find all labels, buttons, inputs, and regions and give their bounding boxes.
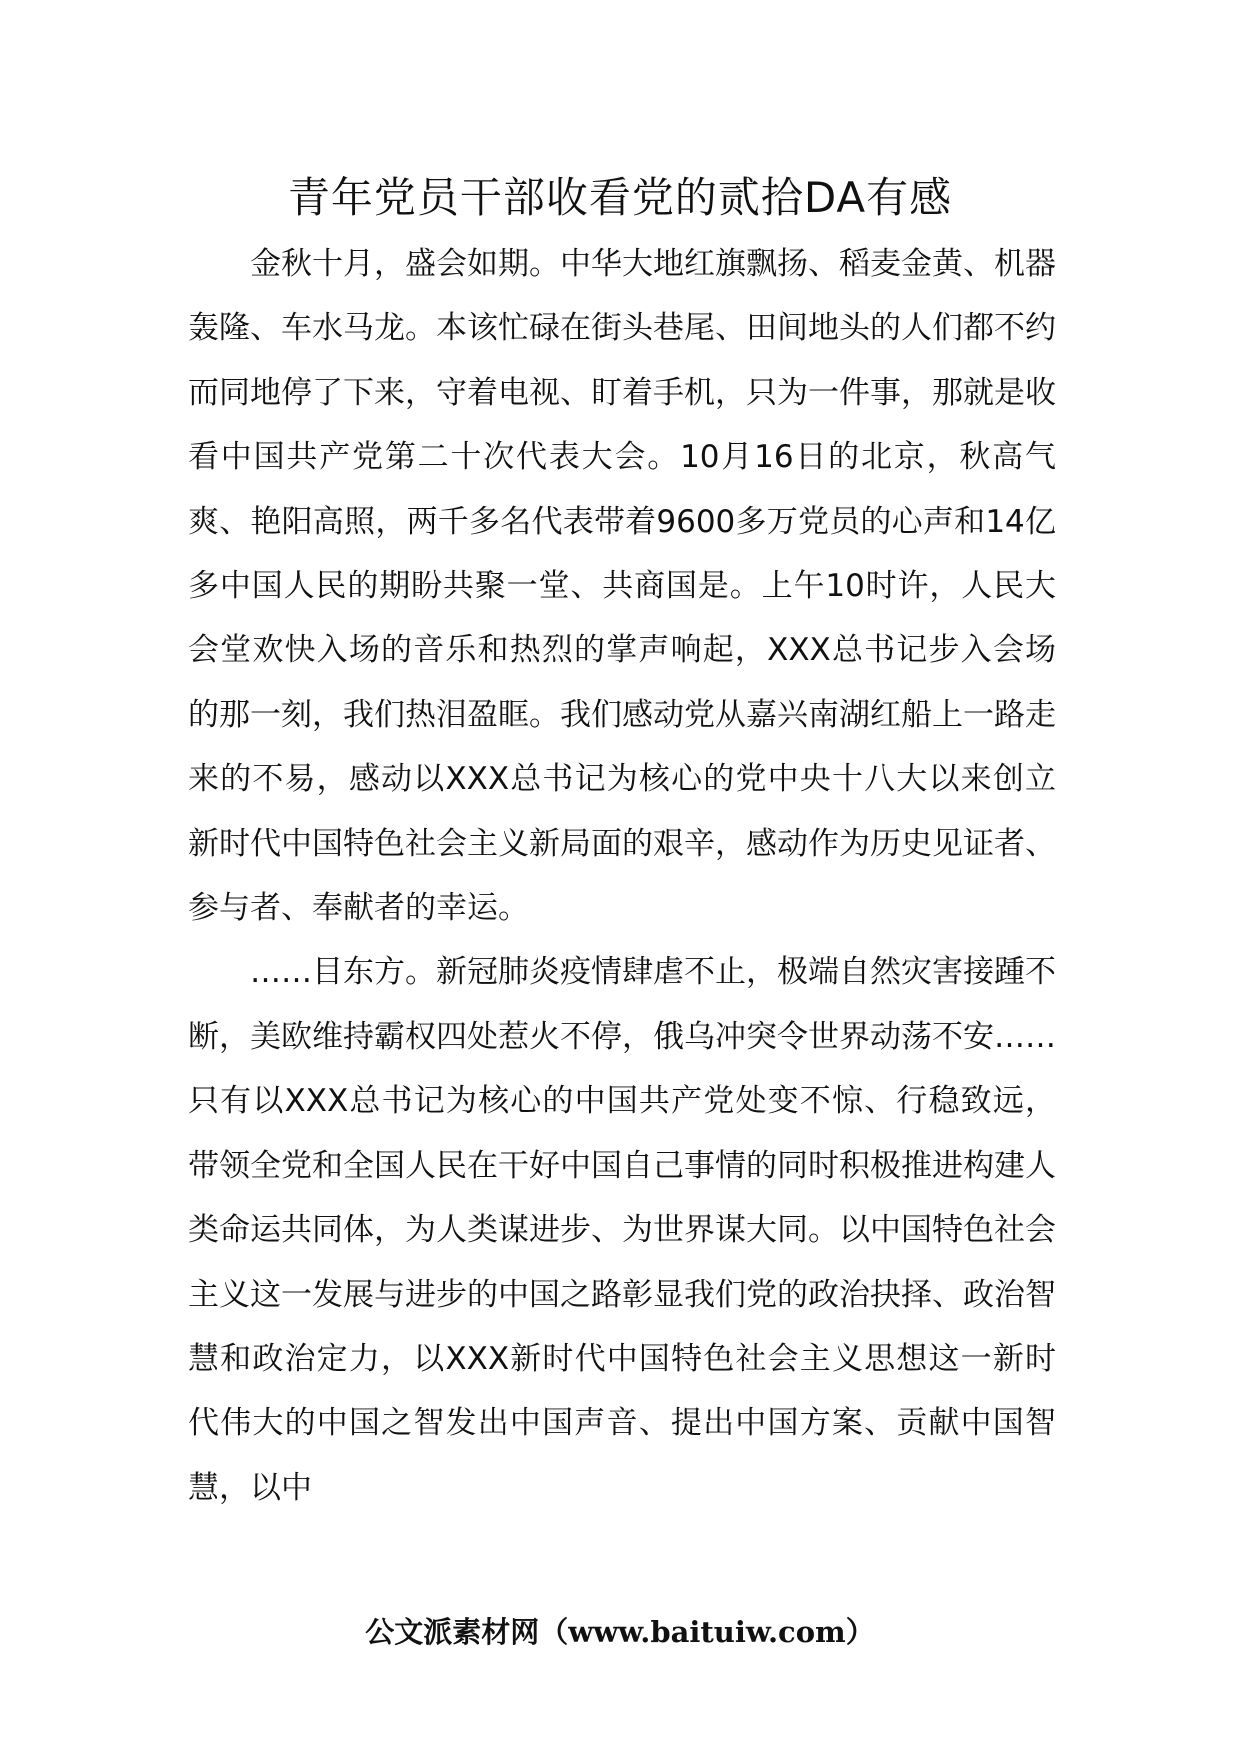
paragraph-1: 金秋十月，盛会如期。中华大地红旗飘扬、稻麦金黄、机器轰隆、车水马龙。本该忙碌在街头巷尾、田间地头的人们都不约而同地停了下来，守着电视、盯着手机，只为一件事，那就是收看中国共产党第二十次代表大会。10月16日的北京，秋高气爽、艳阳高照，两千多名代表带着9600多万党员的心声和14亿多中国人民的期盼共聚一堂、共商国是。上午10时许，人民大会堂欢快入场的音乐和热烈的掌声响起，XXX总书记步入会场的那一刻，我们热泪盈眶。我们感动党从嘉兴南湖红船上一路走来的不易，感动以XXX总书记为核心的党中央十八大以来创立新时代中国特色社会主义新局面的艰辛，感动作为历史见证者、参与者、奉献者的幸运。 <box>188 246 1056 927</box>
document-body <box>188 232 1056 1520</box>
footer-watermark: 公文派素材网（www.baituiw.com） <box>365 1615 875 1649</box>
paragraph-2: ……目东方。新冠肺炎疫情肆虐不止，极端自然灾害接踵不断，美欧维持霸权四处惹火不停，俄乌冲突令世界动荡不安……只有以XXX总书记为核心的中国共产党处变不惊、行稳致远，带领全党和全国人民在干好中国自己事情的同时积极推进构建人类命运共同体，为人类谋进步、为世界谋大同。以中国特色社会主义这一发展与进步的中国之路彰显我们党的政治抉择、政治智慧和政治定力，以XXX新时代中国特色社会主义思想这一新时代伟大的中国之智发出中国声音、提出中国方案、贡献中国智慧，以中 <box>188 954 1056 1506</box>
document-title: 青年党员干部收看党的贰拾DA有感 <box>287 173 953 222</box>
